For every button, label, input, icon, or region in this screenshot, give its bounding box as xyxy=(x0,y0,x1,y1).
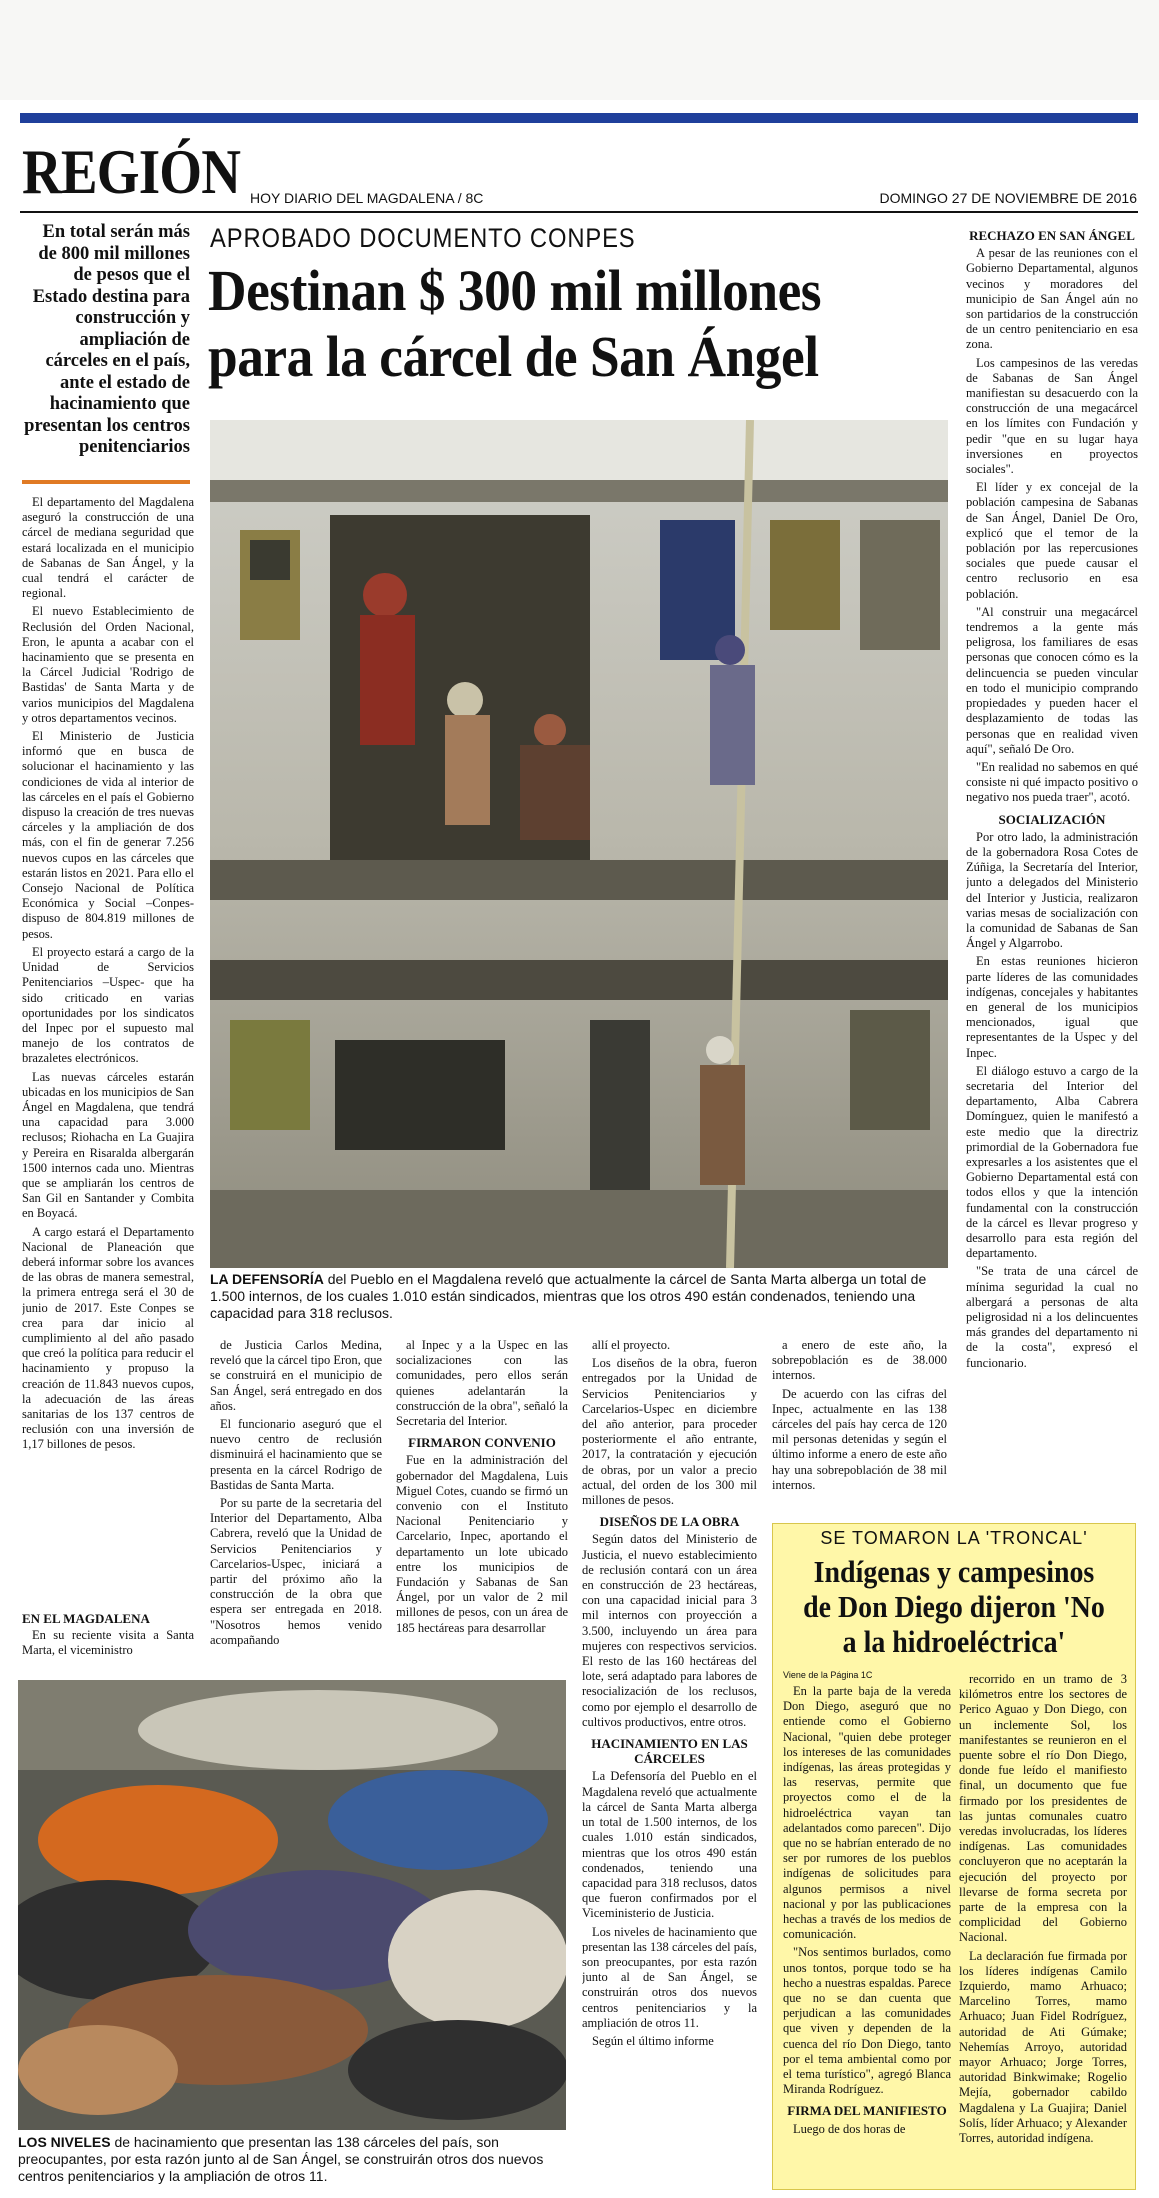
paragraph: La declaración fue firmada por los líderes indígenas Camilo Izquierdo, mamo Arhuaco; Marcelino Torres, mamo Arhuaco; Juan Fidel Rodríguez, autoridad de Ati Gúmake; Nehemías Arroyo, autoridad mayor Arhuaco; Jorge Torres, autoridad Binkwimake; Rogelio Mejía, gobernador cabildo Magdalena y La Guajira; Daniel Solís, líder Arhuaco; y Alexander Torres, autoridad indígena. xyxy=(959,1948,1127,2146)
paragraph: Los niveles de hacinamiento que presentan las 138 cárceles del país, son preocupantes, por esta razón junto al de San Ángel, se construirán otros dos nuevos centros penitenciarios y la ampliación de otros 11. xyxy=(582,1924,757,2030)
paragraph: "Se trata de una cárcel de mínima seguridad la cual no albergará a personas de alta peligrosidad ni a los delincuentes más grandes del departamento ni de la costa", expresó el funcionario. xyxy=(966,1264,1138,1370)
paragraph: En la parte baja de la vereda Don Diego, aseguró que no entiende como el Gobierno Nacional, "quien debe proteger los intereses de las comunidades indígenas, las áreas protegidas y las reservas, permite que proyectos como el de la hidroeléctrica vayan tan adelantados como parecen". Dijo que no se habrían enterado de no ser por rumores de los pueblos indígenas de solicitudes para algunos permisos a nivel nacional y por las publicaciones hechas a través de los medios de comunicación. xyxy=(783,1684,951,1942)
paragraph: al Inpec y a la Uspec en las socializaciones con las comunidades, pero ellos serán quienes adelantarán la construcción de la obra", señaló la Secretaria del Interior. xyxy=(396,1338,568,1429)
article-column-1 xyxy=(22,495,194,1635)
sidebar-story-box xyxy=(772,1523,1136,2190)
paragraph: A pesar de las reuniones con el Gobierno Departamental, algunos vecinos y moradores del municipio de San Ángel aún no son partidarios de la construcción de un centro penitenciario en esa zona. xyxy=(966,246,1138,352)
paragraph: Luego de dos horas de xyxy=(793,2121,906,2136)
paragraph: El departamento del Magdalena aseguró la construcción de una cárcel de mediana seguridad que estará localizada en el municipio de Sabanas de San Ángel, y la cual tendrá el carácter de regional. xyxy=(22,495,194,601)
paragraph: El nuevo Establecimiento de Reclusión del Orden Nacional, Eron, le apunta a acabar con el hacinamiento que se presenta en la Cárcel Judicial 'Rodrigo de Bastidas' de Santa Marta y de varios municipios del Magdalena y otros departamentos vecinos. xyxy=(22,604,194,725)
page-info: HOY DIARIO DEL MAGDALENA / 8C xyxy=(250,190,484,206)
crowded-cell-photo xyxy=(18,1680,566,2130)
subheading: HACINAMIENTO EN LAS CÁRCELES xyxy=(591,1736,748,1767)
subheading: FIRMARON CONVENIO xyxy=(408,1435,556,1451)
paragraph: Según el último informe xyxy=(592,2033,714,2048)
paragraph: Según datos del Ministerio de Justicia, el nuevo establecimiento de reclusión contará con un área en construcción de 23 hectáreas, con una capacidad inicial para 3 mil internos con proyección a 3.500, incluyendo un área para mujeres con respectivos servicios. El resto de las 160 hectáreas del lote, será adaptado para labores de resocialización de los reclusos, como por ejemplo el desarrollo de cultivos productivos, entre otros. xyxy=(582,1532,757,1729)
paragraph: En su reciente visita a Santa Marta, el viceministro xyxy=(22,1628,194,1658)
paragraph: Por otro lado, la administración de la gobernadora Rosa Cotes de Zúñiga, la Secretaría del Interior, junto a delegados del Ministerio del Interior y Justicia, realizaron varias mesas de socialización con la comunidad de Sabanas de San Ángel y Algarrobo. xyxy=(966,829,1138,951)
paragraph: "Nos sentimos burlados, como unos tontos, porque todo se ha hecho a nuestras espaldas. Parece que no se dan cuenta que perjudican a las comunidades que viven y dependen de la cuenca del río Don Diego, tanto por el tema ambiental como por el tema turístico", agregó Blanca Miranda Rodríguez. xyxy=(783,1945,951,2097)
article-right-column xyxy=(966,222,1138,1512)
box-kicker: SE TOMARON LA 'TRONCAL' xyxy=(820,1528,1088,1548)
paragraph: a enero de este año, la sobrepoblación es de 38.000 internos. xyxy=(772,1338,947,1383)
photo-caption-2 xyxy=(18,2134,566,2194)
article-column-3 xyxy=(396,1338,568,1673)
summary-rule xyxy=(22,480,190,484)
caption-text: de hacinamiento que presentan las 138 cárceles del país, son preocupantes, por esta razón junto al de San Ángel, se construirán otros dos nuevos centros penitenciarios y la ampliación de otros 11. xyxy=(18,2134,544,2184)
section-color-bar xyxy=(20,113,1138,123)
paragraph: "En realidad no sabemos en qué consiste ni qué impacto positivo o negativo nos pueda traer", acotó. xyxy=(966,759,1138,805)
continued-from: Viene de la Página 1C xyxy=(783,1670,873,1680)
paragraph: De acuerdo con las cifras del Inpec, actualmente en las 138 cárceles del país hay cerca de 120 mil personas detenidas y según el último informe a enero de este año hay una sobrepoblación de 38 mil internos. xyxy=(772,1386,947,1492)
subheading: FIRMA DEL MANIFIESTO xyxy=(787,2103,947,2119)
paragraph: El diálogo estuvo a cargo de la secretaria del Interior del departamento, Alba Cabrera Domínguez, quien le manifestó a este medio que la directriz primordial de la Gobernadora fue expresarles a los asistentes que el Gobierno Departamental está con todos ellos y que la intención fundamental con la construcción de la cárcel es llevar progreso y desarrollo para esta región del departamento. xyxy=(966,1063,1138,1261)
paragraph: Las nuevas cárceles estarán ubicadas en los municipios de San Ángel en Magdalena, que tendrá una capacidad para 3.000 reclusos; Riohacha en La Guajira y Pereira en Risaralda albergarán 1500 internos cada uno. Mientras que se ampliarán los centros de San Gil en Santander y Combita en Boyacá. xyxy=(22,1069,194,1221)
subheading: SOCIALIZACIÓN xyxy=(998,811,1106,827)
subheading: DISEÑOS DE LA OBRA xyxy=(599,1514,740,1530)
article-column-1-end xyxy=(22,1605,194,1675)
subheading: EN EL MAGDALENA xyxy=(22,1611,150,1626)
paragraph: En estas reuniones hicieron parte líderes de las comunidades indígenas, concejales y habitantes en general de los municipios mencionados, igual que representantes de la Uspec y del Inpec. xyxy=(966,954,1138,1060)
caption-lead: LA DEFENSORÍA xyxy=(210,1271,324,1287)
paragraph: "Al construir una megacárcel tendremos a la gente más peligrosa, los familiares de esas personas que conocen cómo es la delincuencia se pueden vincular en todo el municipio comprando propiedades y pueden hacer el desplazamiento de todas las personas que en realidad viven aquí", señaló De Oro. xyxy=(966,604,1138,756)
paragraph: Por su parte de la secretaria del Interior del Departamento, Alba Cabrera, reveló que la Unidad de Servicios Penitenciarios y Carcelarios-Uspec, iniciará a partir del próximo año la construcción de la obra que espera ser entregada en 2018. "Nosotros hemos venido acompañando xyxy=(210,1496,382,1647)
scan-margin xyxy=(0,0,1159,100)
paragraph: El proyecto estará a cargo de la Unidad de Servicios Penitenciarios –Uspec- que ha sido criticado en varias oportunidades por los sindicatos del Inpec por el supuesto mal manejo de los contratos de brazaletes electrónicos. xyxy=(22,944,194,1066)
paragraph: recorrido en un tramo de 3 kilómetros entre los sectores de Perico Aguao y Don Diego, con un inclemente Sol, los manifestantes se reunieron en el puente sobre el río Don Diego, donde fue leído el manifiesto final, un documento que fue firmado por los presidentes de las juntas comunales cuatro veredas involucradas, los líderes indígenas. Las comunidades concluyeron que no aceptarán la ejecución del proyecto por llevarse de forma secreta por parte de la empresa con la complicidad del Gobierno Nacional. xyxy=(959,1672,1127,1945)
paragraph: La Defensoría del Pueblo en el Magdalena reveló que actualmente la cárcel de Santa Marta alberga un total de 1.500 internos, de los cuales 1.010 están sindicados, mientras que los otros 490 están condenados, teniendo una capacidad para 318 reclusos, datos que fueron confirmados por el Viceministerio de Justicia. xyxy=(582,1769,757,1921)
article-headline: Destinan $ 300 mil millones para la cárcel de San Ángel xyxy=(208,258,822,389)
paragraph: El Ministerio de Justicia informó que en busca de solucionar el hacinamiento y las condiciones de vida al interior de las cárceles en el país el Gobierno dispuso la creación de tres nuevas cárceles y la ampliación de dos más, con el fin de generar 7.256 nuevos cupos en las cárceles que estarán listos en 2021. Para ello el Consejo Nacional de Política Económica y Social –Conpes- dispuso de 804.819 millones de pesos. xyxy=(22,729,194,941)
box-headline: Indígenas y campesinos de Don Diego dijeron 'No a la hidroeléctrica' xyxy=(803,1554,1105,1659)
caption-text: del Pueblo en el Magdalena reveló que actualmente la cárcel de Santa Marta alberga un total de 1.500 internos, de los cuales 1.010 están sindicados, mientras que los otros 490 están condenados, teniendo una capacidad para 318 reclusos. xyxy=(210,1271,927,1321)
paragraph: Los diseños de la obra, fueron entregados por la Unidad de Servicios Penitenciarios y Carcelarios-Uspec en diciembre del año anterior, para proceder posteriormente el año entrante, 2017, la contratación y ejecución de obras, por un valor a precio actual, del orden de los 300 mil millones de pesos. xyxy=(582,1356,757,1508)
paragraph: Fue en la administración del gobernador del Magdalena, Luis Miguel Cotes, cuando se firmó un convenio con el Instituto Nacional Penitenciario y Carcelario, Inpec, aportando el departamento un lote ubicado entre los municipios de Fundación y Sabanas de San Ángel, por un valor de 2 mil millones de pesos, con un área de 185 hectáreas para desarrollar xyxy=(396,1453,568,1635)
article-summary: En total serán más de 800 mil millones de pesos que el Estado destina para construcción y ampliación de cárceles en el país, ante el estado de hacinamiento que presentan los centros penitenciarios xyxy=(24,222,190,457)
header-rule xyxy=(20,211,1138,213)
paragraph: El funcionario aseguró que el nuevo centro de reclusión disminuirá el hacinamiento que se presenta en la cárcel Rodrigo de Bastidas de Santa Marta. xyxy=(210,1417,382,1492)
issue-date: DOMINGO 27 DE NOVIEMBRE DE 2016 xyxy=(879,190,1137,206)
paragraph: allí el proyecto. xyxy=(592,1338,671,1352)
section-title: REGIÓN xyxy=(22,136,241,207)
box-column-2 xyxy=(959,1672,1127,2184)
subheading: RECHAZO EN SAN ÁNGEL xyxy=(969,228,1135,243)
prison-photo xyxy=(210,420,948,1268)
article-column-2 xyxy=(210,1338,382,1673)
box-column-1 xyxy=(783,1684,951,2184)
paragraph: El líder y ex concejal de la población campesina de Sabanas de San Ángel, Daniel De Oro, explicó que el temor de la población por las repercusiones sociales que puede causar el centro reclusorio en esa población. xyxy=(966,480,1138,601)
article-column-4 xyxy=(582,1338,757,2188)
article-kicker: APROBADO DOCUMENTO CONPES xyxy=(210,223,636,253)
paragraph: de Justicia Carlos Medina, reveló que la cárcel tipo Eron, que se construirá en el municipio de San Ángel, será entregado en dos años. xyxy=(210,1338,382,1413)
caption-lead: LOS NIVELES xyxy=(18,2134,111,2150)
article-column-5 xyxy=(772,1338,947,1518)
paragraph: Los campesinos de las veredas de Sabanas de San Ángel manifiestan su desacuerdo con la construcción de una megacárcel en los límites con Fundación y pedir "que en su lugar haya inversiones en proyectos sociales". xyxy=(966,355,1138,477)
paragraph: A cargo estará el Departamento Nacional de Planeación que deberá informar sobre los avances de las obras de manera semestral, la primera entrega será el 30 de junio de 2017. Este Conpes se crea para dar inicio al cumplimiento al del año pasado que creó la política para reducir el hacinamiento y propuso la creación de 11.843 nuevos cupos, la adecuación de las áreas sanitarias de los 137 centros de reclusión con una inversión de 1,17 billones de pesos. xyxy=(22,1224,194,1452)
photo-caption xyxy=(210,1271,948,1323)
